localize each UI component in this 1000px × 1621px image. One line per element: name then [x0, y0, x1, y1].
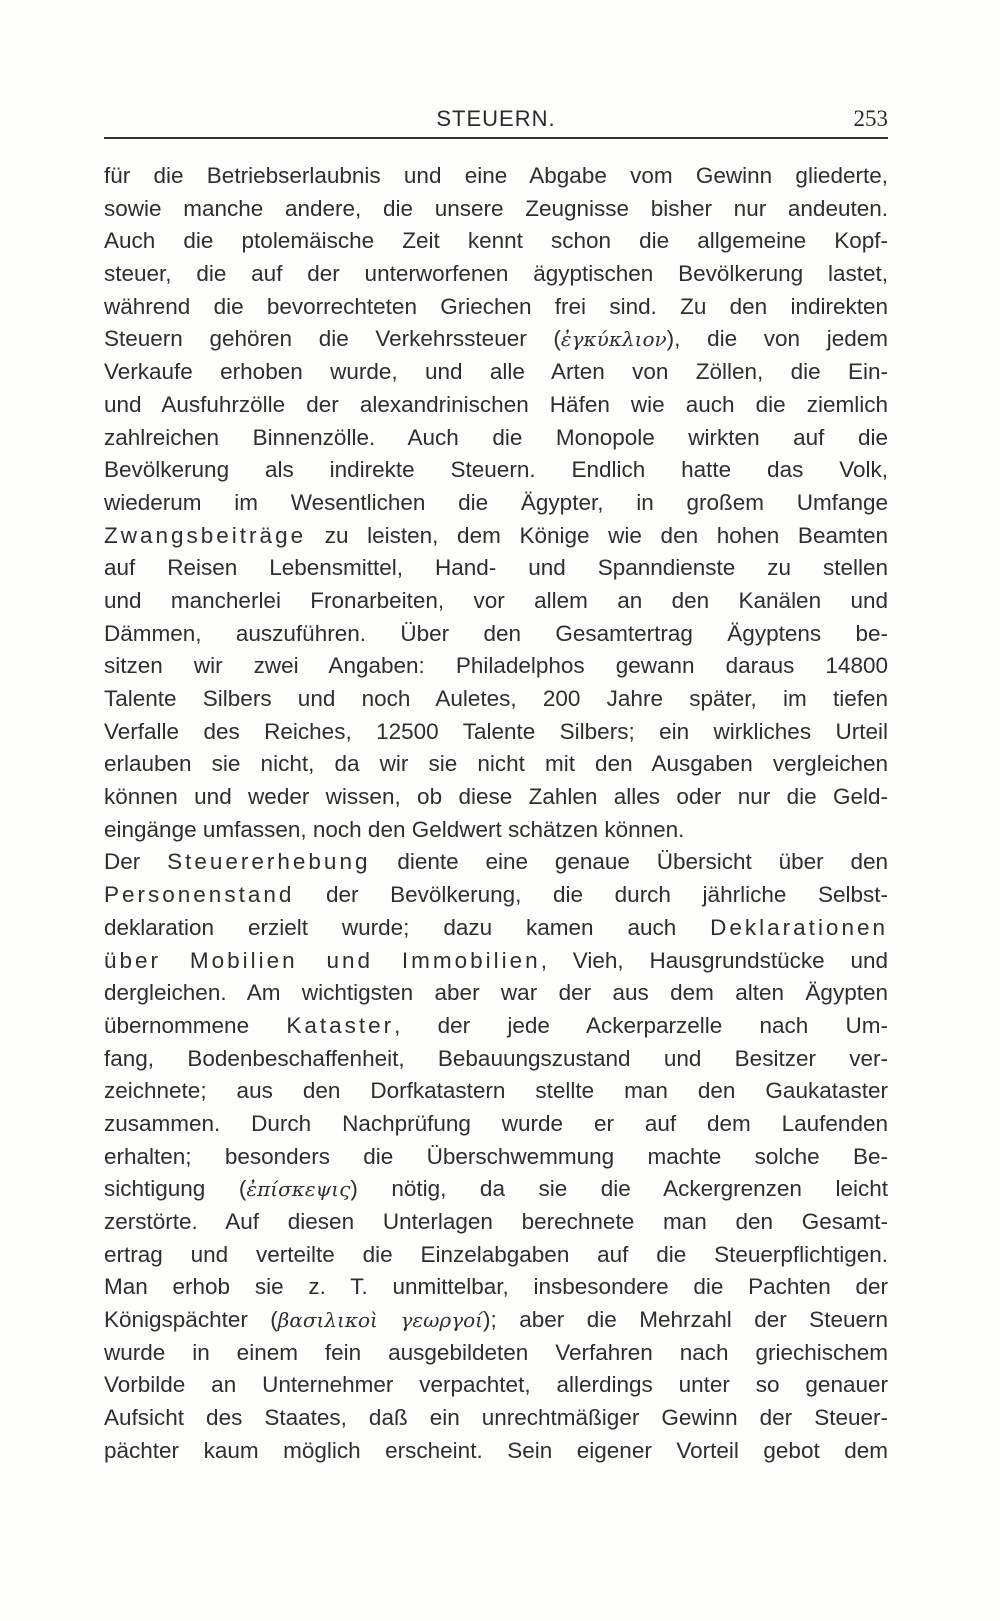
text-line: Der Steuererhebung diente eine genaue Übersicht über den: [104, 849, 888, 875]
greek-term: ἐπίσκεψις: [246, 1177, 351, 1202]
text-line: eingänge umfassen, noch den Geldwert schätzen können.: [104, 816, 685, 842]
running-head-title: STEUERN.: [436, 106, 556, 131]
text-line: Verfalle des Reiches, 12500 Talente Silbers; ein wirkliches Urteil: [104, 718, 888, 744]
text-line: wiederum im Wesentlichen die Ägypter, in großem Umfange: [104, 489, 888, 515]
text-line: zerstörte. Auf diesen Unterlagen berechnete man den Gesamt-: [104, 1209, 888, 1234]
page-number: 253: [853, 106, 888, 131]
text-line: wurde in einem fein ausgebildeten Verfahren nach griechischem: [104, 1339, 888, 1365]
text-line: Dämmen, auszuführen. Über den Gesamtertrag Ägyptens be-: [104, 620, 888, 646]
text-line: erlauben sie nicht, da wir sie nicht mit den Ausgaben vergleichen: [104, 751, 888, 777]
text-line: Zwangsbeiträge zu leisten, dem Könige wie den hohen Beamten: [104, 522, 888, 548]
text-line: Talente Silbers und noch Auletes, 200 Jahre später, im tiefen: [104, 686, 888, 711]
text-line: sitzen wir zwei Angaben: Philadelphos gewann daraus 14800: [104, 653, 888, 679]
text-line: und mancherlei Fronarbeiten, vor allem an den Kanälen und: [104, 587, 888, 613]
text-line: auf Reisen Lebensmittel, Hand- und Spanndienste zu stellen: [104, 555, 888, 581]
emphasized-term: Zwangsbeiträge: [104, 522, 307, 548]
text-line: während die bevorrechteten Griechen frei sind. Zu den indirekten: [104, 293, 888, 319]
text-line: für die Betriebserlaubnis und eine Abgabe vom Gewinn gliederte,: [104, 163, 888, 188]
text-line: erhalten; besonders die Überschwemmung machte solche Be-: [104, 1143, 888, 1169]
text-line: Personenstand der Bevölkerung, die durch jährliche Selbst-: [104, 882, 888, 908]
text-line: zahlreichen Binnenzölle. Auch die Monopole wirkten auf die: [104, 424, 888, 450]
text-line: übernommene Kataster, der jede Ackerparzelle nach Um-: [104, 1012, 889, 1038]
text-line: zeichnete; aus den Dorfkatastern stellte man den Gaukataster: [104, 1078, 888, 1104]
header-rule: [104, 137, 888, 139]
emphasized-term: Deklarationen: [710, 914, 888, 940]
text-line: sowie manche andere, die unsere Zeugnisse bisher nur andeuten.: [104, 195, 888, 221]
text-line: dergleichen. Am wichtigsten aber war der aus dem alten Ägypten: [104, 980, 888, 1006]
text-line: können und weder wissen, ob diese Zahlen alles oder nur die Geld-: [104, 784, 888, 810]
text-line: steuer, die auf der unterworfenen ägyptischen Bevölkerung lastet,: [104, 261, 888, 287]
text-line: ertrag und verteilte die Einzelabgaben auf die Steuerpflichtigen.: [104, 1241, 888, 1267]
emphasized-term: Kataster: [286, 1012, 395, 1038]
greek-term: ἐγκύκλιον: [560, 327, 667, 352]
text-line: deklaration erzielt wurde; dazu kamen auch Deklarationen: [104, 914, 888, 940]
emphasized-term: Personenstand: [104, 882, 295, 908]
text-line: fang, Bodenbeschaffenheit, Bebauungszustand und Besitzer ver-: [104, 1045, 888, 1071]
text-line: über Mobilien und Immobilien, Vieh, Hausgrundstücke und: [104, 947, 888, 973]
emphasized-term: Steuererhebung: [167, 849, 371, 875]
text-line: Vorbilde an Unternehmer verpachtet, allerdings unter so genauer: [104, 1372, 888, 1398]
text-line: Steuern gehören die Verkehrssteuer (ἐγκύκλιον), die von jedem: [104, 326, 888, 352]
text-line: zusammen. Durch Nachprüfung wurde er auf dem Laufenden: [104, 1110, 888, 1136]
text-line: Auch die ptolemäische Zeit kennt schon die allgemeine Kopf-: [104, 228, 888, 254]
text-line: Königspächter (βασιλικοὶ γεωργοί); aber die Mehrzahl der Steuern: [104, 1307, 888, 1333]
text-line: Aufsicht des Staates, daß ein unrechtmäßiger Gewinn der Steuer-: [104, 1405, 888, 1431]
text-line: pächter kaum möglich erscheint. Sein eigener Vorteil gebot dem: [104, 1437, 888, 1463]
running-head: [104, 106, 888, 138]
text-line: sichtigung (ἐπίσκεψις) nötig, da sie die Ackergrenzen leicht: [104, 1176, 889, 1202]
text-line: und Ausfuhrzölle der alexandrinischen Häfen wie auch die ziemlich: [104, 391, 888, 417]
emphasized-term: über Mobilien und Immobilien: [104, 947, 541, 973]
text-line: Verkaufe erhoben wurde, und alle Arten von Zöllen, die Ein-: [104, 359, 888, 385]
greek-term: βασιλικοὶ γεωργοί: [277, 1308, 484, 1333]
text-line: Bevölkerung als indirekte Steuern. Endlich hatte das Volk,: [104, 457, 888, 483]
text-line: Man erhob sie z. T. unmittelbar, insbesondere die Pachten der: [104, 1274, 888, 1300]
body-text: [104, 160, 888, 1468]
